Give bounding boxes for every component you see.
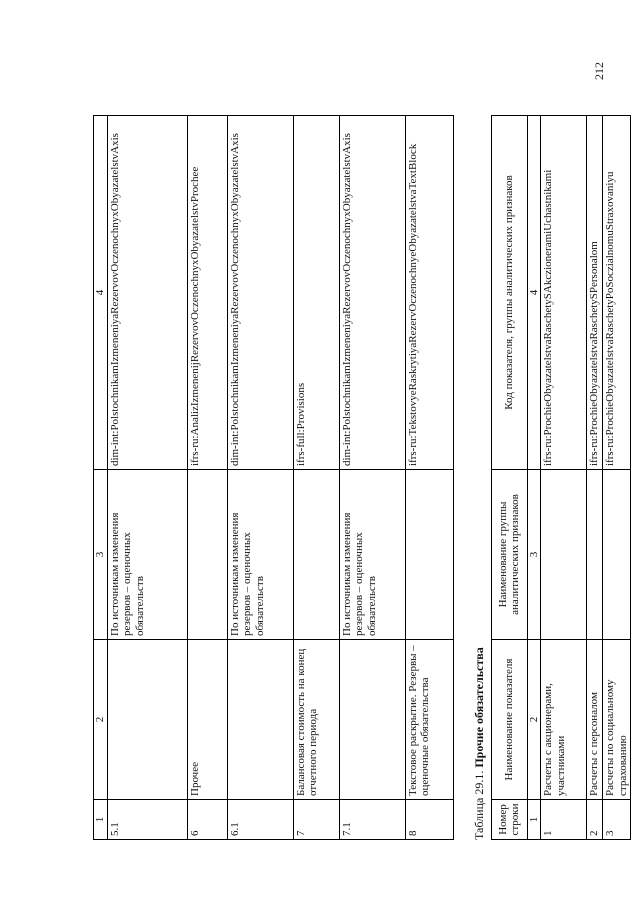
- row-number: 3: [602, 800, 630, 840]
- indicator-code: ifrs-ru:AnalizIzmenenijRezervovOczenochnyxObyazatelstvProchee: [187, 116, 227, 470]
- caption-prefix: Таблица 29.1.: [471, 770, 486, 840]
- row-number: 7: [293, 800, 339, 840]
- indicator-code: dim-int:PolstochnikamIzmeneniyaRezervovOczenochnyxObyazatelstvAxis: [339, 116, 405, 470]
- indicator-code: ifrs-ru:TekstovyeRaskrytiyaRezervOczenochnyeObyazatelstvaTextBlock: [405, 116, 453, 470]
- indicator-name: Балансовая стоимость на конец отчетного периода: [293, 640, 339, 800]
- group-name: [602, 470, 630, 640]
- indicator-name: [339, 640, 405, 800]
- row-number: 6: [187, 800, 227, 840]
- indicator-code: ifrs-ru:ProchieObyazatelstvaRaschetySPersonalom: [587, 116, 603, 470]
- group-name: По источникам изменения резервов – оценочных обязательств: [227, 470, 293, 640]
- group-name: [541, 470, 587, 640]
- caption-title: Прочие обязательства: [471, 647, 486, 768]
- indicator-code: ifrs-ru:ProchieObyazatelstvaRaschetySAkczioneramiUchastnikami: [541, 116, 587, 470]
- table-row: [107, 116, 187, 840]
- indicator-name: [227, 640, 293, 800]
- table-row: [541, 116, 587, 840]
- table-row: [587, 116, 603, 840]
- group-name: [405, 470, 453, 640]
- indicator-code: dim-int:PolstochnikamIzmeneniyaRezervovOczenochnyxObyazatelstvAxis: [227, 116, 293, 470]
- table-row: [293, 116, 339, 840]
- row-number: 2: [587, 800, 603, 840]
- group-name: По источникам изменения резервов – оценочных обязательств: [107, 470, 187, 640]
- indicator-name: Расчеты с акционерами, участниками: [541, 640, 587, 800]
- column-number: 1: [527, 800, 541, 840]
- column-number: 1: [94, 800, 108, 840]
- column-header: Код показателя, группы аналитических признаков: [491, 116, 527, 470]
- row-number: 8: [405, 800, 453, 840]
- column-number: 3: [94, 470, 108, 640]
- table-row: [227, 116, 293, 840]
- page-number: 212: [592, 62, 606, 80]
- indicator-name: Расчеты с персоналом: [587, 640, 603, 800]
- column-number: 2: [94, 640, 108, 800]
- row-number: 7.1: [339, 800, 405, 840]
- column-number: 4: [527, 116, 541, 470]
- indicator-code: ifrs-full:Provisions: [293, 116, 339, 470]
- column-header: Наименование группы аналитических признаков: [491, 470, 527, 640]
- row-number: 1: [541, 800, 587, 840]
- column-number: 2: [527, 640, 541, 800]
- column-number-row: [527, 116, 541, 840]
- table-row: [339, 116, 405, 840]
- indicator-name: [107, 640, 187, 800]
- other-liabilities-table: [491, 115, 632, 840]
- indicator-code: ifrs-ru:ProchieObyazatelstvaRaschetyPoSoczialnomuStraxovaniyu: [602, 116, 630, 470]
- table-row: [187, 116, 227, 840]
- group-name: По источникам изменения резервов – оценочных обязательств: [339, 470, 405, 640]
- column-number-row: [94, 116, 108, 840]
- column-header: Номер строки: [491, 800, 527, 840]
- table-row: [602, 116, 630, 840]
- indicator-name: Расчеты по социальному страхованию: [602, 640, 630, 800]
- provisions-table: [93, 115, 454, 840]
- indicator-name: Текстовое раскрытие. Резервы – оценочные обязательства: [405, 640, 453, 800]
- header-row: [491, 116, 527, 840]
- row-number: 5.1: [107, 800, 187, 840]
- indicator-name: Прочее: [187, 640, 227, 800]
- group-name: [187, 470, 227, 640]
- indicator-code: dim-int:PolstochnikamIzmeneniyaRezervovOczenochnyxObyazatelstvAxis: [107, 116, 187, 470]
- column-number: 3: [527, 470, 541, 640]
- row-number: 6.1: [227, 800, 293, 840]
- group-name: [293, 470, 339, 640]
- group-name: [587, 470, 603, 640]
- table-caption: [472, 70, 487, 840]
- column-number: 4: [94, 116, 108, 470]
- column-header: Наименование показателя: [491, 640, 527, 800]
- table-row: [405, 116, 453, 840]
